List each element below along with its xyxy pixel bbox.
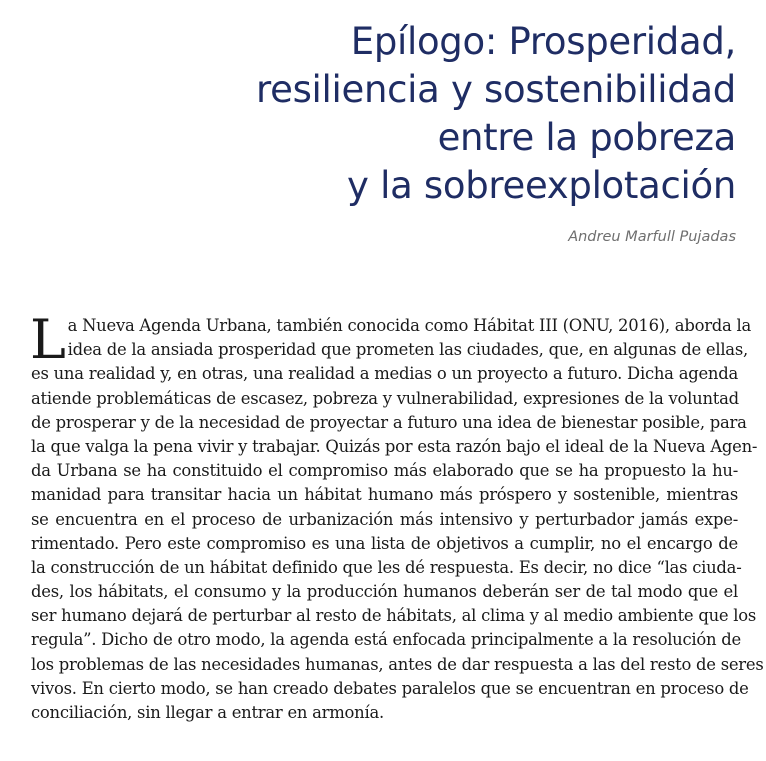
paragraph-line: conciliación, sin llegar a entrar en armonía. [31, 703, 384, 722]
paragraph-line: los problemas de las necesidades humanas, antes de dar respuesta a las del resto de seres [31, 654, 764, 674]
chapter-title-line: resiliencia y sostenibilidad [256, 68, 736, 111]
paragraph-line: es una realidad y, en otras, una realidad a medias o un proyecto a futuro. Dicha agenda [31, 364, 738, 384]
paragraph-line: regula”. Dicho de otro modo, la agenda está enfocada principalmente a la resolución de [31, 630, 741, 650]
chapter-title [176, 18, 736, 210]
paragraph-line: vivos. En cierto modo, se han creado debates paralelos que se encuentran en proceso de [31, 678, 749, 698]
paragraph-line: se encuentra en el proceso de urbanización más intensivo y perturbador jamás expe- [31, 509, 738, 529]
paragraph-line: la que valga la pena vivir y trabajar. Quizás por esta razón bajo el ideal de la Nueva Agen- [31, 436, 758, 456]
chapter-title-line: Epílogo: Prosperidad, [350, 20, 736, 63]
paragraph-line: la construcción de un hábitat definido que les dé respuesta. Es decir, no dice “las ciuda- [31, 557, 742, 577]
paragraph-line: da Urbana se ha constituido el compromiso más elaborado que se ha propuesto la hu- [31, 461, 738, 481]
drop-cap-block [30, 308, 752, 371]
chapter-title-line: entre la pobreza [437, 116, 736, 159]
chapter-title-line: y la sobreexplotación [347, 164, 736, 207]
paragraph-line: des, los hábitats, el consumo y la producción humanos deberán ser de tal modo que el [31, 582, 738, 602]
paragraph-line: de prosperar y de la necesidad de proyectar a futuro una idea de bienestar posible, para [31, 412, 747, 432]
paragraph-line: a Nueva Agenda Urbana, también conocida como Hábitat III (ONU, 2016), aborda la [67, 316, 752, 335]
author-name: Andreu Marfull Pujadas [568, 229, 736, 245]
paragraph-line: idea de la ansiada prosperidad que prometen las ciudades, que, en algunas de ellas, [67, 340, 748, 360]
paragraph-line: rimentado. Pero este compromiso es una lista de objetivos a cumplir, no el encargo de [31, 533, 738, 553]
drop-cap: L [30, 308, 66, 371]
paragraph-line: atiende problemáticas de escasez, pobreza y vulnerabilidad, expresiones de la voluntad [31, 388, 739, 408]
paragraph-line: manidad para transitar hacia un hábitat humano más próspero y sostenible, mientras [31, 485, 738, 505]
paragraph-line: ser humano dejará de perturbar al resto de hábitats, al clima y al medio ambiente que los [31, 606, 757, 626]
body-paragraph [30, 308, 764, 725]
